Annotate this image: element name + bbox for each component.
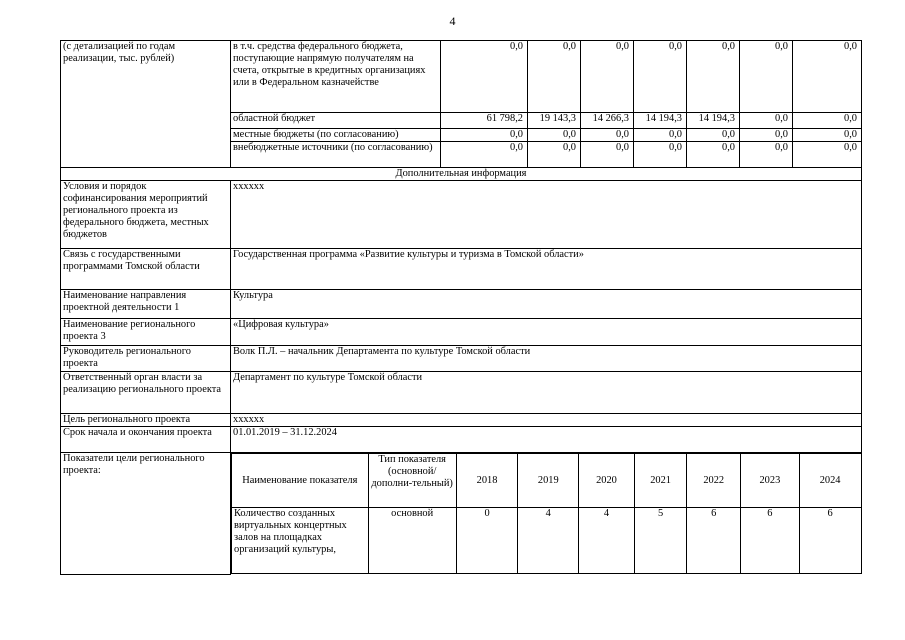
- finance-2020: 0,0: [581, 129, 634, 142]
- finance-2019: 19 143,3: [528, 113, 581, 129]
- header-type: Тип показателя (основной/ дополни-тельный): [368, 454, 456, 508]
- info-row: [61, 414, 862, 427]
- additional-info-row: [61, 168, 862, 181]
- info-row: [61, 346, 862, 372]
- info-label: Руководитель регионального проекта: [61, 346, 231, 372]
- header-year: 2024: [799, 454, 861, 508]
- indicators-label: Показатели цели регионального проекта:: [61, 453, 231, 575]
- finance-total: 61 798,2: [441, 113, 528, 129]
- info-row: [61, 372, 862, 414]
- info-value: Культура: [231, 290, 862, 319]
- info-value: 01.01.2019 – 31.12.2024: [231, 427, 862, 453]
- finance-total: 0,0: [441, 142, 528, 168]
- finance-total: 0,0: [441, 41, 528, 113]
- info-label: Условия и порядок софинансирования мероприятий регионального проекта из федерального бюджета, местных бюджетов: [61, 181, 231, 249]
- finance-source: областной бюджет: [231, 113, 441, 129]
- finance-2020: 14 266,3: [581, 113, 634, 129]
- finance-2022: 0,0: [687, 41, 740, 113]
- indicator-value: 0: [456, 508, 518, 574]
- finance-total: 0,0: [441, 129, 528, 142]
- finance-2019: 0,0: [528, 41, 581, 113]
- finance-2023: 0,0: [740, 113, 793, 129]
- indicators-header-row: [232, 454, 862, 508]
- header-year: 2019: [518, 454, 579, 508]
- finance-row-label: (с детализацией по годам реализации, тыс. рублей): [61, 41, 231, 168]
- finance-2019: 0,0: [528, 142, 581, 168]
- header-name: Наименование показателя: [232, 454, 369, 508]
- indicator-name: Количество созданных виртуальных концертных залов на площадках организаций культуры,: [232, 508, 369, 574]
- finance-2021: 0,0: [634, 129, 687, 142]
- indicator-value: 6: [741, 508, 800, 574]
- additional-info-header: Дополнительная информация: [61, 168, 862, 181]
- info-value: Волк П.Л. – начальник Департамента по культуре Томской области: [231, 346, 862, 372]
- finance-row: [61, 41, 862, 113]
- finance-2020: 0,0: [581, 41, 634, 113]
- passport-table: [60, 40, 862, 575]
- info-label: Связь с государственными программами Томской области: [61, 249, 231, 290]
- finance-2024: 0,0: [793, 41, 862, 113]
- info-label: Срок начала и окончания проекта: [61, 427, 231, 453]
- finance-source: внебюджетные источники (по согласованию): [231, 142, 441, 168]
- header-year: 2021: [634, 454, 687, 508]
- indicators-table: [231, 453, 862, 574]
- info-row: [61, 290, 862, 319]
- info-value: «Цифровая культура»: [231, 319, 862, 346]
- finance-2019: 0,0: [528, 129, 581, 142]
- finance-2021: 0,0: [634, 142, 687, 168]
- info-label: Наименование регионального проекта 3: [61, 319, 231, 346]
- info-value: Департамент по культуре Томской области: [231, 372, 862, 414]
- finance-2024: 0,0: [793, 113, 862, 129]
- finance-2023: 0,0: [740, 142, 793, 168]
- indicators-row: [61, 453, 862, 575]
- info-label: Цель регионального проекта: [61, 414, 231, 427]
- info-value: Государственная программа «Развитие культуры и туризма в Томской области»: [231, 249, 862, 290]
- header-year: 2023: [741, 454, 800, 508]
- info-label: Ответственный орган власти за реализацию регионального проекта: [61, 372, 231, 414]
- info-row: [61, 249, 862, 290]
- finance-2021: 0,0: [634, 41, 687, 113]
- info-row: [61, 181, 862, 249]
- finance-2024: 0,0: [793, 129, 862, 142]
- page-number: 4: [449, 14, 456, 28]
- finance-source: местные бюджеты (по согласованию): [231, 129, 441, 142]
- finance-2022: 0,0: [687, 129, 740, 142]
- finance-2023: 0,0: [740, 129, 793, 142]
- info-value: хххххх: [231, 414, 862, 427]
- info-row: [61, 319, 862, 346]
- header-year: 2020: [579, 454, 635, 508]
- indicator-value: 6: [687, 508, 741, 574]
- indicator-row: [232, 508, 862, 574]
- finance-2022: 14 194,3: [687, 113, 740, 129]
- info-row: [61, 427, 862, 453]
- passport-table-container: [60, 40, 861, 575]
- header-year: 2018: [456, 454, 518, 508]
- finance-2023: 0,0: [740, 41, 793, 113]
- indicator-value: 5: [634, 508, 687, 574]
- indicators-cell: [231, 453, 862, 575]
- header-year: 2022: [687, 454, 741, 508]
- finance-source: в т.ч. средства федерального бюджета, поступающие напрямую получателям на счета, открытые в кредитных организациях или в Федеральном казначействе: [231, 41, 441, 113]
- indicator-value: 4: [579, 508, 635, 574]
- finance-2024: 0,0: [793, 142, 862, 168]
- indicator-value: 6: [799, 508, 861, 574]
- info-value: хххххх: [231, 181, 862, 249]
- indicator-value: 4: [518, 508, 579, 574]
- info-label: Наименование направления проектной деятельности 1: [61, 290, 231, 319]
- indicator-type: основной: [368, 508, 456, 574]
- finance-2021: 14 194,3: [634, 113, 687, 129]
- finance-2022: 0,0: [687, 142, 740, 168]
- finance-2020: 0,0: [581, 142, 634, 168]
